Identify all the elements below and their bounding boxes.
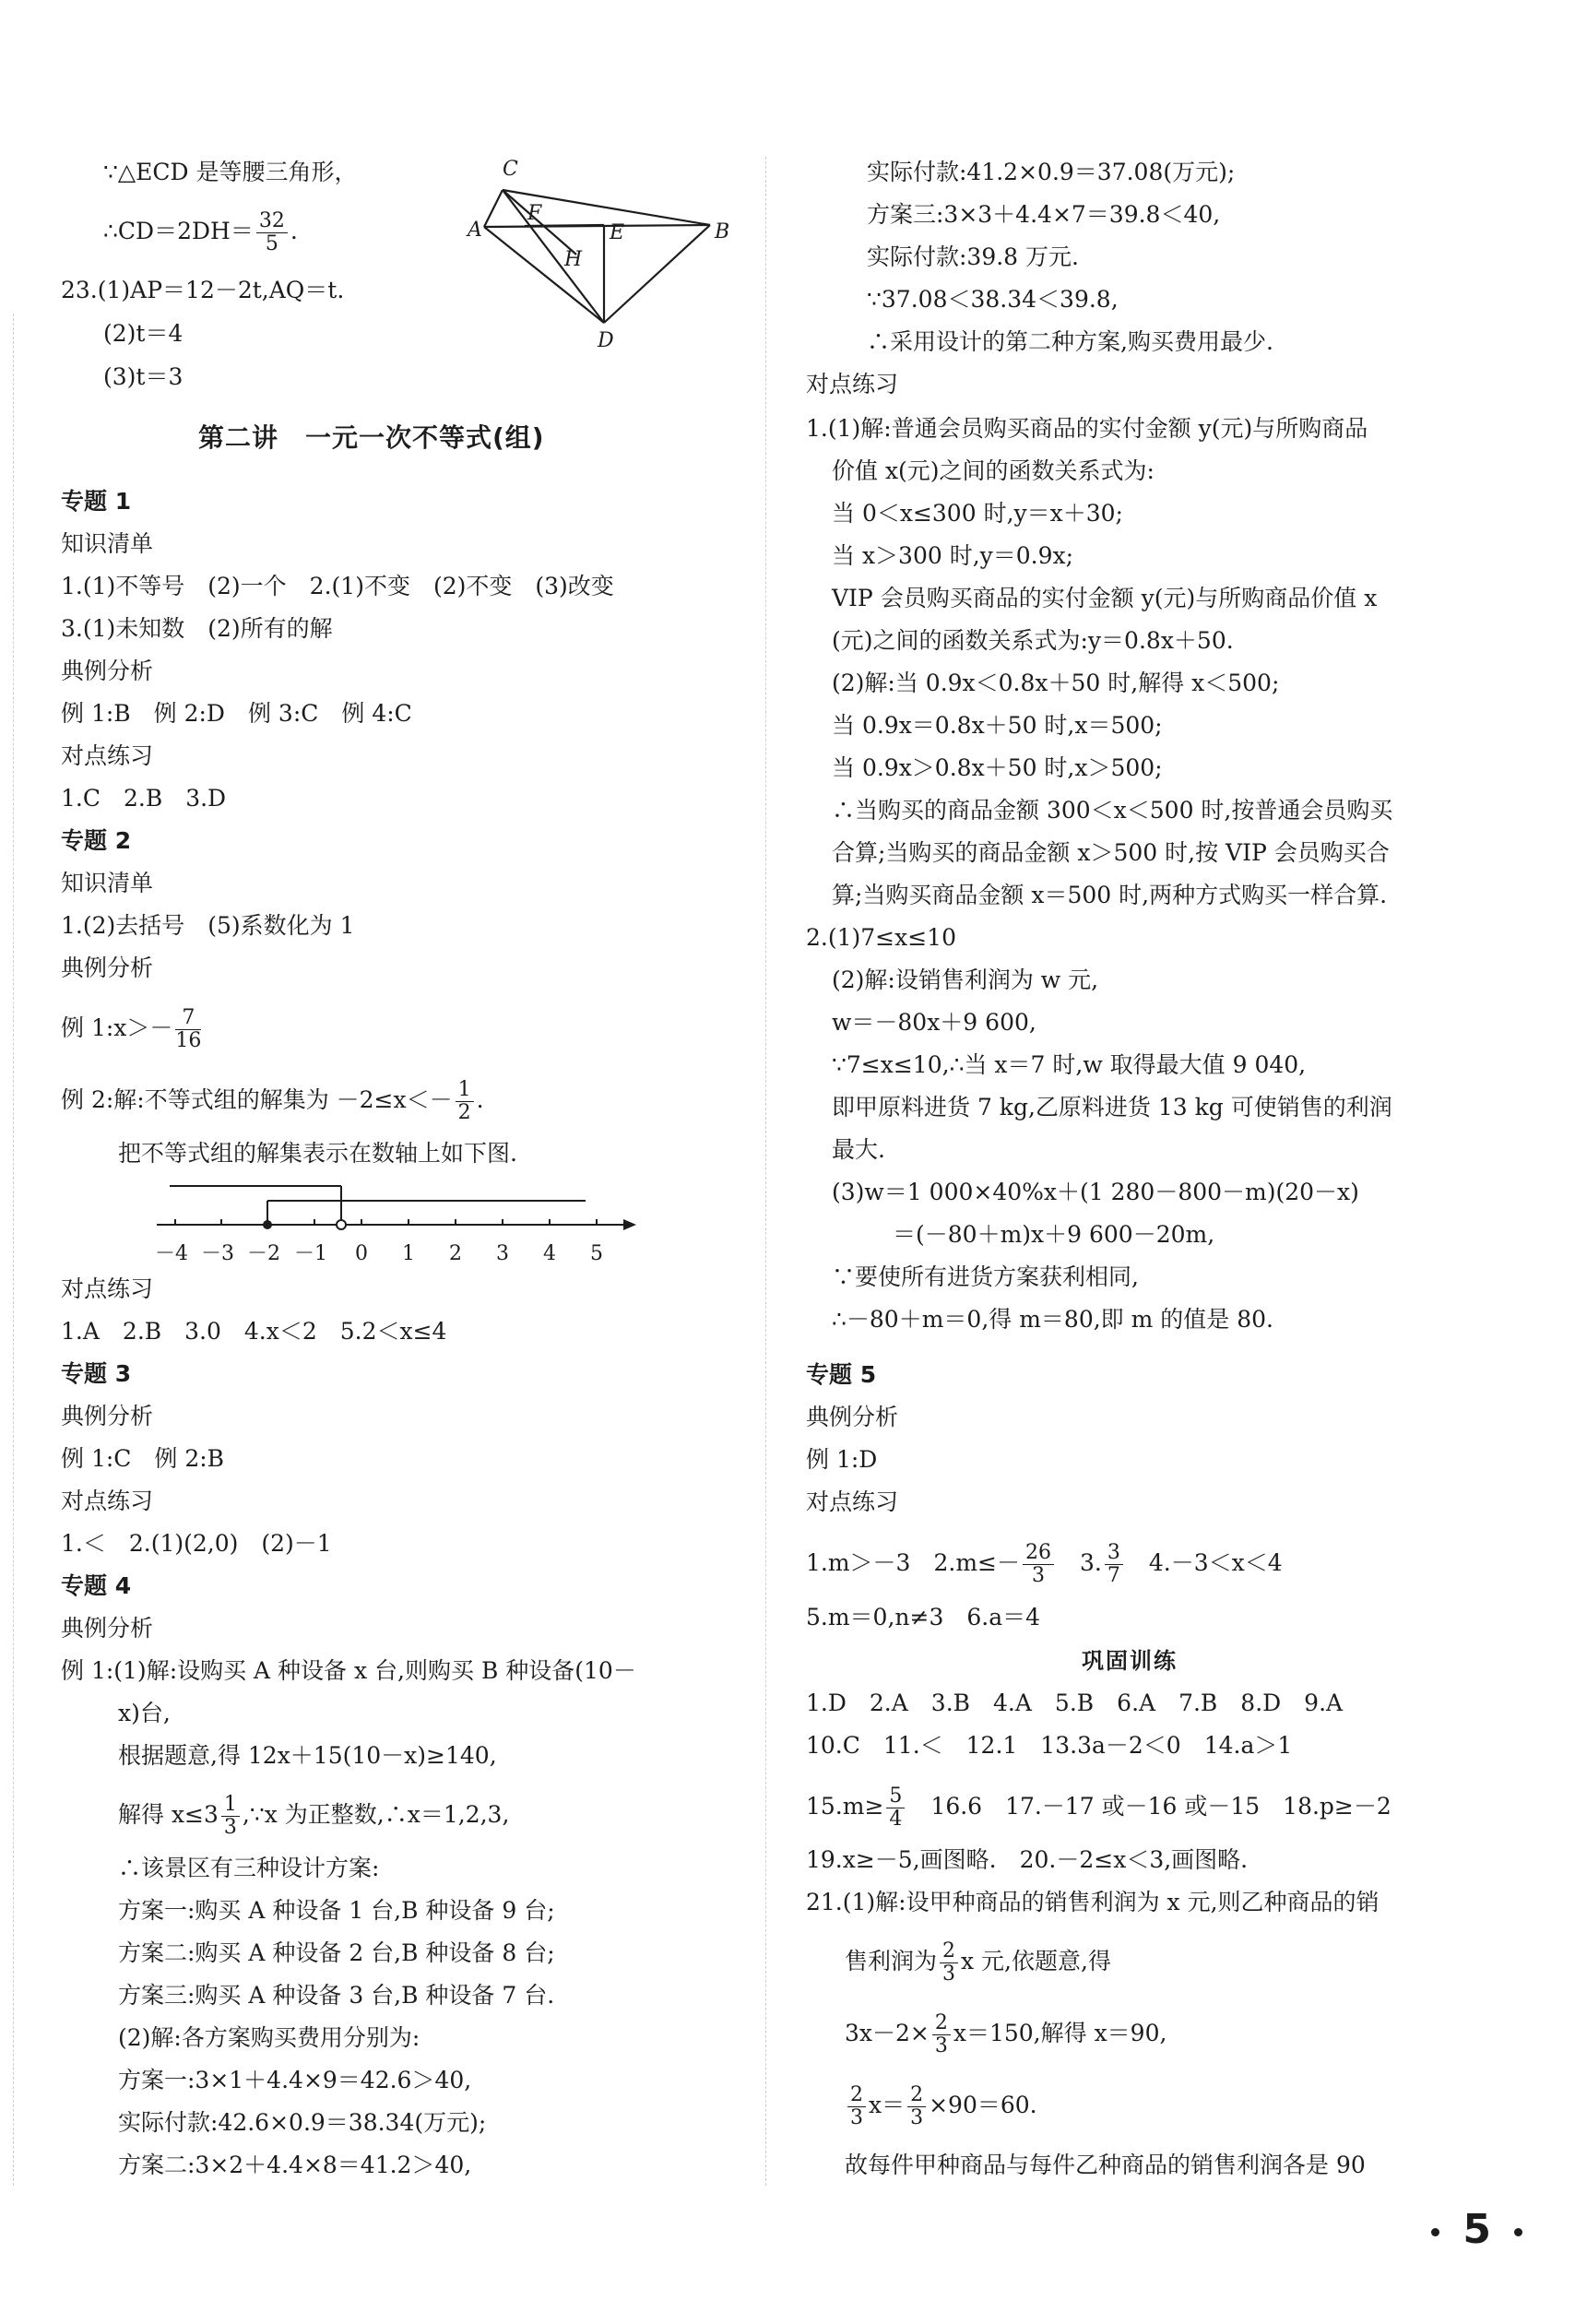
text-line: (2)解:设销售利润为 w 元, [832, 966, 1099, 993]
tick-label: 4 [543, 1242, 556, 1265]
tick-label: 2 [449, 1242, 462, 1265]
text-line: (元)之间的函数关系式为:y＝0.8x＋50. [832, 627, 1234, 654]
bullet-dot-icon [1514, 2228, 1522, 2236]
tick-label: －3 [201, 1242, 234, 1265]
text-line: 故每件甲种商品与每件乙种商品的销售利润各是 90 [845, 2152, 1366, 2178]
text-line: 当 x＞300 时,y＝0.9x; [832, 542, 1074, 569]
text-line: (3)w＝1 000×40%x＋(1 280－800－m)(20－x) [832, 1179, 1359, 1205]
text-line: 例 1:B 例 2:D 例 3:C 例 4:C [61, 700, 412, 727]
text-line: 1.＜ 2.(1)(2,0) (2)－1 [61, 1530, 332, 1557]
column-divider-left [13, 314, 14, 2186]
bullet-dot-icon [1431, 2228, 1439, 2236]
text-line: 1.C 2.B 3.D [61, 785, 227, 812]
label-B: B [715, 220, 730, 243]
label-A: A [468, 219, 482, 242]
fraction: $\frac{1}{3}$ [221, 1794, 240, 1839]
topic-heading: 专题 5 [806, 1361, 877, 1388]
text-line: 方案一:3×1＋4.4×9＝42.6＞40, [118, 2067, 472, 2093]
fraction: $\frac{2}{3}$ [907, 2084, 926, 2129]
tick-label: －2 [247, 1242, 280, 1265]
column-divider-center [765, 157, 766, 2186]
text-line: (2)解:各方案购买费用分别为: [118, 2024, 420, 2051]
text-line: $\frac{2}{3}$ x＝ $\frac{2}{3}$ ×90＝60. [845, 2084, 1037, 2129]
text-line: ∵7≤x≤10,∴当 x＝7 时,w 取得最大值 9 040, [832, 1051, 1307, 1078]
subsection-title: 巩固训练 [1082, 1648, 1178, 1674]
text-line: ∴该景区有三种设计方案: [118, 1855, 380, 1881]
fraction: $\frac{2}{3}$ [932, 2012, 951, 2057]
text-line: 15.m≥ $\frac{5}{4}$ 16.6 17.－17 或－16 或－15 18.p≥－2 [806, 1784, 1391, 1831]
text-line: 典例分析 [61, 658, 154, 684]
fraction: $\frac{1}{2}$ [456, 1079, 474, 1124]
text-line: 价值 x(元)之间的函数关系式为: [832, 457, 1155, 484]
text-line: ∴当购买的商品金额 300＜x＜500 时,按普通会员购买 [832, 797, 1393, 824]
label-F: F [527, 202, 542, 225]
text-line: ∵要使所有进货方案获利相同, [832, 1263, 1139, 1290]
text-line: 实际付款:41.2×0.9＝37.08(万元); [867, 159, 1236, 185]
text-line: 3x－2× $\frac{2}{3}$ x＝150,解得 x＝90, [845, 2011, 1167, 2057]
triangle-figure [468, 155, 752, 358]
text-line: 1.m＞－3 2.m≤－ $\frac{26}{3}$ 3. $\frac{3}{7}$ 4.－3＜x＜4 [806, 1541, 1283, 1587]
text-line: 23.(1)AP＝12－2t,AQ＝t. [61, 277, 345, 303]
text-line: 算;当购买商品金额 x＝500 时,两种方式购买一样合算. [832, 882, 1388, 908]
text-line: 例 1:(1)解:设购买 A 种设备 x 台,则购买 B 种设备(10－ [61, 1657, 636, 1684]
fraction: $\frac{26}{3}$ [1023, 1542, 1054, 1587]
text-line: 当 0.9x＞0.8x＋50 时,x＞500; [832, 754, 1163, 781]
text-line: 最大. [832, 1136, 885, 1163]
open-endpoint [337, 1220, 346, 1229]
text-line: (3)t＝3 [103, 363, 184, 390]
text-line: 10.C 11.＜ 12.1 13.3a－2＜0 14.a＞1 [806, 1732, 1293, 1759]
tick-label: 5 [590, 1242, 603, 1265]
text-line: 当 0＜x≤300 时,y＝x＋30; [832, 500, 1123, 527]
text-line: 实际付款:39.8 万元. [867, 243, 1079, 270]
tick-label: 1 [402, 1242, 415, 1265]
text-line: ∵△ECD 是等腰三角形， [103, 159, 358, 185]
text-line: 典例分析 [61, 1403, 154, 1429]
fraction: $\frac{2}{3}$ [940, 1940, 958, 1986]
text-line: 典例分析 [61, 1615, 154, 1642]
text-line: 典例分析 [61, 954, 154, 981]
text-line: 解得 x≤3 $\frac{1}{3}$ ,∵x 为正整数,∴x＝1,2,3, [118, 1793, 510, 1839]
text-line: 即甲原料进货 7 kg,乙原料进货 13 kg 可使销售的利润 [832, 1094, 1392, 1120]
text-line: 3.(1)未知数 (2)所有的解 [61, 615, 333, 642]
text-line: 当 0.9x＝0.8x＋50 时,x＝500; [832, 712, 1163, 739]
text-line: 1.(1)解:普通会员购买商品的实付金额 y(元)与所购商品 [806, 415, 1368, 442]
text-line: 对点练习 [61, 1488, 154, 1514]
label-E: E [610, 221, 625, 244]
fraction: $\frac{7}{16}$ [175, 1006, 202, 1052]
text-line: 1.D 2.A 3.B 4.A 5.B 6.A 7.B 8.D 9.A [806, 1690, 1344, 1716]
text-line: 例 2:解:不等式组的解集为 －2≤x＜－ $\frac{1}{2}$ . [61, 1078, 484, 1124]
text-line: ∴CD＝2DH＝ $\frac{32}{5}$ . [103, 209, 298, 255]
text-line: 典例分析 [806, 1404, 899, 1430]
topic-heading: 专题 1 [61, 488, 132, 515]
text-line: 对点练习 [61, 742, 154, 769]
text-line: VIP 会员购买商品的实付金额 y(元)与所购商品价值 x [832, 585, 1378, 611]
text-line: 对点练习 [61, 1275, 154, 1302]
text-line: (2)t＝4 [103, 320, 184, 347]
text-line: 1.(1)不等号 (2)一个 2.(1)不变 (2)不变 (3)改变 [61, 573, 614, 599]
tick-label: －1 [294, 1242, 327, 1265]
text-line: ＝(－80＋m)x＋9 600－20m, [893, 1221, 1215, 1248]
text-line: ∴采用设计的第二种方案,购买费用最少. [867, 328, 1273, 355]
text-line: 合算;当购买的商品金额 x＞500 时,按 VIP 会员购买合 [832, 839, 1390, 866]
text-line: 方案三:购买 A 种设备 3 台,B 种设备 7 台. [118, 1982, 555, 2009]
closed-endpoint [263, 1220, 272, 1229]
fraction: $\frac{5}{4}$ [886, 1785, 905, 1831]
label-C: C [503, 158, 518, 181]
text-line: w＝－80x＋9 600, [832, 1009, 1036, 1036]
text-line: 方案一:购买 A 种设备 1 台,B 种设备 9 台; [118, 1897, 555, 1924]
text-line: ∵37.08＜38.34＜39.8, [867, 286, 1119, 313]
fraction: $\frac{3}{7}$ [1105, 1542, 1123, 1587]
text-line: 2.(1)7≤x≤10 [806, 924, 956, 951]
number-line [148, 1168, 645, 1269]
text-line: 21.(1)解:设甲种商品的销售利润为 x 元,则乙种商品的销 [806, 1889, 1380, 1915]
topic-heading: 专题 2 [61, 827, 132, 854]
text-line: 1.(2)去括号 (5)系数化为 1 [61, 912, 355, 939]
text-line: 根据题意,得 12x＋15(10－x)≥140, [118, 1742, 497, 1769]
text-line: (2)解:当 0.9x＜0.8x＋50 时,解得 x＜500; [832, 670, 1280, 696]
text-line: 1.A 2.B 3.0 4.x＜2 5.2＜x≤4 [61, 1318, 447, 1345]
label-H: H [564, 248, 583, 271]
tick-label: 3 [496, 1242, 509, 1265]
page-number: 5 [1431, 2206, 1522, 2253]
text-line: 例 1:x＞－ $\frac{7}{16}$ [61, 1006, 202, 1052]
fraction: $\frac{32}{5}$ [256, 210, 288, 255]
text-line: 例 1:C 例 2:B [61, 1445, 225, 1472]
text-line: ∴－80＋m＝0,得 m＝80,即 m 的值是 80. [832, 1306, 1273, 1333]
text-line: 售利润为 $\frac{2}{3}$ x 元,依题意,得 [845, 1939, 1111, 1986]
label-D: D [598, 329, 614, 352]
fraction: $\frac{2}{3}$ [847, 2084, 866, 2129]
tick-label: 0 [355, 1242, 368, 1265]
topic-heading: 专题 4 [61, 1572, 132, 1599]
text-line: 对点练习 [806, 371, 899, 397]
text-line: 例 1:D [806, 1446, 878, 1473]
text-line: 知识清单 [61, 530, 154, 557]
text-line: 方案三:3×3＋4.4×7＝39.8＜40, [867, 201, 1221, 228]
text-line: 知识清单 [61, 870, 154, 896]
tick-label: －4 [155, 1242, 188, 1265]
text-line: 实际付款:42.6×0.9＝38.34(万元); [118, 2109, 487, 2136]
text-line: 把不等式组的解集表示在数轴上如下图. [118, 1140, 517, 1167]
section-title: 第二讲 一元一次不等式(组) [198, 422, 545, 453]
text-line: 5.m＝0,n≠3 6.a＝4 [806, 1604, 1041, 1630]
text-line: 方案二:3×2＋4.4×8＝41.2＞40, [118, 2152, 472, 2178]
text-line: 方案二:购买 A 种设备 2 台,B 种设备 8 台; [118, 1939, 555, 1966]
topic-heading: 专题 3 [61, 1360, 132, 1387]
text-line: 19.x≥－5,画图略. 20.－2≤x＜3,画图略. [806, 1846, 1249, 1873]
text-line: x)台, [118, 1700, 171, 1726]
text-line: 对点练习 [806, 1488, 899, 1515]
